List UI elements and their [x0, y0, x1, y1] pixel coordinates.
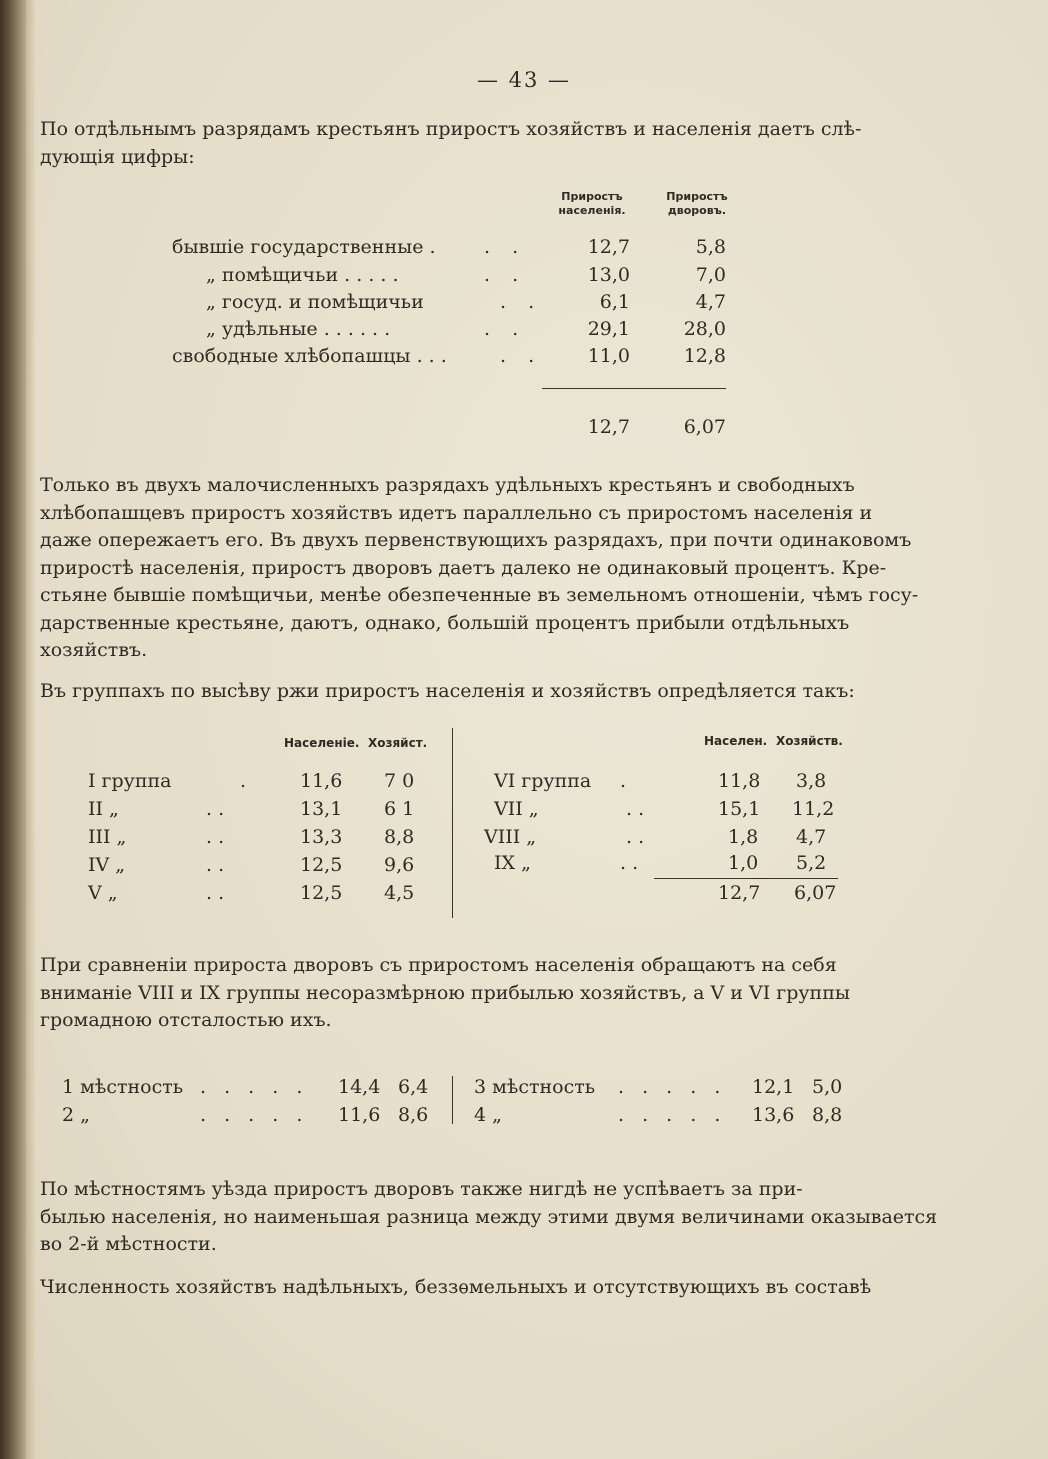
value-population: 13,6	[752, 1104, 795, 1126]
value-population: 13,0	[587, 264, 630, 286]
row-label: „ госуд. и помѣщичьи	[206, 291, 424, 313]
leader-dots: . .	[484, 318, 527, 340]
leader-dots: . . . . .	[618, 1076, 727, 1098]
text-line: Въ группахъ по высѣву ржи приростъ населенія и хозяйствъ опредѣляется такъ:	[40, 680, 855, 702]
value-households: 4,5	[384, 882, 415, 904]
leader-dots: . .	[484, 236, 527, 258]
text-line: хозяйствъ.	[40, 639, 148, 661]
column-divider	[452, 728, 453, 918]
value-households: 8,8	[812, 1104, 843, 1126]
value-households: 3,8	[796, 770, 827, 792]
table-row	[0, 345, 1048, 373]
value-households: 11,2	[792, 798, 835, 820]
value-population: 1,0	[728, 852, 759, 874]
header-population-growth: Приростъ населенія.	[558, 190, 626, 217]
row-label: 4 „	[474, 1104, 502, 1126]
text-line: хлѣбопашцевъ приростъ хозяйствъ идетъ параллельно съ приростомъ населенія и	[40, 501, 873, 524]
value-population: 15,1	[718, 798, 761, 820]
column-divider	[452, 1076, 453, 1124]
value-households: 4,7	[796, 826, 827, 848]
value-population: 12,5	[300, 882, 343, 904]
leader-dots: . .	[206, 798, 225, 820]
table-row	[0, 264, 1048, 292]
value-households: 8,6	[398, 1104, 429, 1126]
total-households: 6,07	[683, 416, 726, 438]
text-line: былью населенія, но наименьшая разница между этими двумя величинами оказывается	[40, 1205, 938, 1228]
table-row	[0, 291, 1048, 319]
value-population: 29,1	[587, 318, 630, 340]
value-population: 14,4	[338, 1076, 381, 1098]
text-line: даже опережаетъ его. Въ двухъ первенствующихъ разрядахъ, при почти одинаковомъ	[40, 529, 912, 551]
header-population: Населен.	[704, 734, 768, 748]
leader-dots: . .	[620, 852, 639, 874]
value-households: 6 1	[384, 798, 415, 820]
header-population: Населеніе.	[284, 736, 360, 750]
text-line: дующія цифры:	[40, 145, 195, 168]
text-line: При сравненіи прироста дворовъ съ приростомъ населенія обращаютъ на себя	[40, 954, 837, 976]
spine-gradient	[26, 0, 36, 1459]
text-line: во 2-й мѣстности.	[40, 1233, 217, 1255]
row-label: II „	[88, 798, 119, 820]
row-label: VIII „	[484, 826, 537, 848]
paragraph-intro	[40, 116, 910, 171]
header-households: Хозяйств.	[776, 734, 843, 748]
value-population: 11,6	[338, 1104, 381, 1126]
value-households: 5,0	[812, 1076, 843, 1098]
row-label: свободные хлѣбопашцы . . .	[172, 345, 447, 367]
row-label: IX „	[494, 852, 531, 874]
leader-dots: . .	[626, 826, 645, 848]
row-label: 1 мѣстность	[62, 1076, 184, 1098]
value-households: 7 0	[384, 770, 415, 792]
text-line: дарственные крестьяне, даютъ, однако, большій процентъ прибыли отдѣльныхъ	[40, 611, 850, 634]
text-line: Только въ двухъ малочисленныхъ разрядахъ удѣльныхъ крестьянъ и свободныхъ	[40, 474, 855, 496]
text-line: стьяне бывшіе помѣщичьи, менѣе обезпеченные въ земельномъ отношеніи, чѣмъ госу-	[40, 584, 919, 606]
row-label: V „	[88, 882, 118, 904]
total-population: 12,7	[718, 882, 761, 904]
leader-dots: . . . . .	[200, 1104, 309, 1126]
leader-dots: . . . . .	[618, 1104, 727, 1126]
paragraph-categories	[40, 472, 919, 665]
value-population: 11,6	[300, 770, 343, 792]
value-population: 11,0	[587, 345, 630, 367]
row-label: 3 мѣстность	[474, 1076, 596, 1098]
value-households: 9,6	[384, 854, 415, 876]
table-total-row	[0, 416, 1048, 444]
value-households: 5,2	[796, 852, 827, 874]
value-population: 1,8	[728, 826, 759, 848]
leader-dots: . . . . .	[200, 1076, 309, 1098]
value-households: 28,0	[683, 318, 726, 340]
row-label: бывшіе государственные .	[172, 236, 436, 258]
leader-dots: . .	[626, 798, 645, 820]
paragraph-groups-intro	[40, 678, 910, 706]
row-label: 2 „	[62, 1104, 90, 1126]
leader-dots: . .	[206, 826, 225, 848]
value-households: 8,8	[384, 826, 415, 848]
total-households: 6,07	[794, 882, 837, 904]
value-population: 13,3	[300, 826, 343, 848]
sum-rule	[542, 388, 726, 389]
leader-dots: . .	[484, 264, 527, 286]
leader-dots: .	[240, 770, 247, 792]
table-row	[0, 318, 1048, 346]
text-line: приростѣ населенія, приростъ дворовъ даетъ далеко не одинаковый процентъ. Кре-	[40, 556, 887, 579]
value-population: 12,1	[752, 1076, 795, 1098]
row-label: VI группа	[494, 770, 592, 792]
text-line: По отдѣльнымъ разрядамъ крестьянъ приростъ хозяйствъ и населенія даетъ слѣ-	[40, 118, 862, 140]
row-label: „ удѣльные . . . . . .	[206, 318, 391, 340]
leader-dots: . .	[206, 882, 225, 904]
value-households: 12,8	[683, 345, 726, 367]
paragraph-final	[40, 1274, 910, 1302]
value-households: 6,4	[398, 1076, 429, 1098]
book-spine-shadow	[0, 0, 26, 1459]
row-label: IV „	[88, 854, 126, 876]
total-population: 12,7	[587, 416, 630, 438]
text-line: Численность хозяйствъ надѣльныхъ, беззѳмельныхъ и отсутствующихъ въ составѣ	[40, 1276, 872, 1298]
value-population: 12,7	[587, 236, 630, 258]
paragraph-localities	[40, 1176, 938, 1259]
row-label: III „	[88, 826, 127, 848]
text-line: вниманіе VIII и IX группы несоразмѣрною прибылью хозяйствъ, а V и VI группы	[40, 981, 850, 1004]
paragraph-comparison	[40, 952, 910, 1035]
leader-dots: . .	[500, 291, 543, 313]
leader-dots: . .	[206, 854, 225, 876]
page-number: — 43 —	[476, 68, 572, 92]
header-household-growth: Приростъ дворовъ.	[666, 190, 728, 217]
value-population: 13,1	[300, 798, 343, 820]
text-line: громадною отсталостью ихъ.	[40, 1009, 332, 1031]
header-households: Хозяйст.	[368, 736, 428, 750]
value-population: 12,5	[300, 854, 343, 876]
text-line: По мѣстностямъ уѣзда приростъ дворовъ также нигдѣ не успѣваетъ за при-	[40, 1178, 803, 1200]
value-households: 5,8	[695, 236, 726, 258]
table-row	[0, 236, 1048, 264]
row-label: VII „	[494, 798, 539, 820]
value-households: 7,0	[695, 264, 726, 286]
sum-rule	[654, 878, 838, 879]
row-label: I группа	[88, 770, 172, 792]
row-label: „ помѣщичьи . . . . .	[206, 264, 399, 286]
leader-dots: .	[620, 770, 627, 792]
value-households: 4,7	[695, 291, 726, 313]
leader-dots: . .	[500, 345, 543, 367]
value-population: 6,1	[599, 291, 630, 313]
value-population: 11,8	[718, 770, 761, 792]
